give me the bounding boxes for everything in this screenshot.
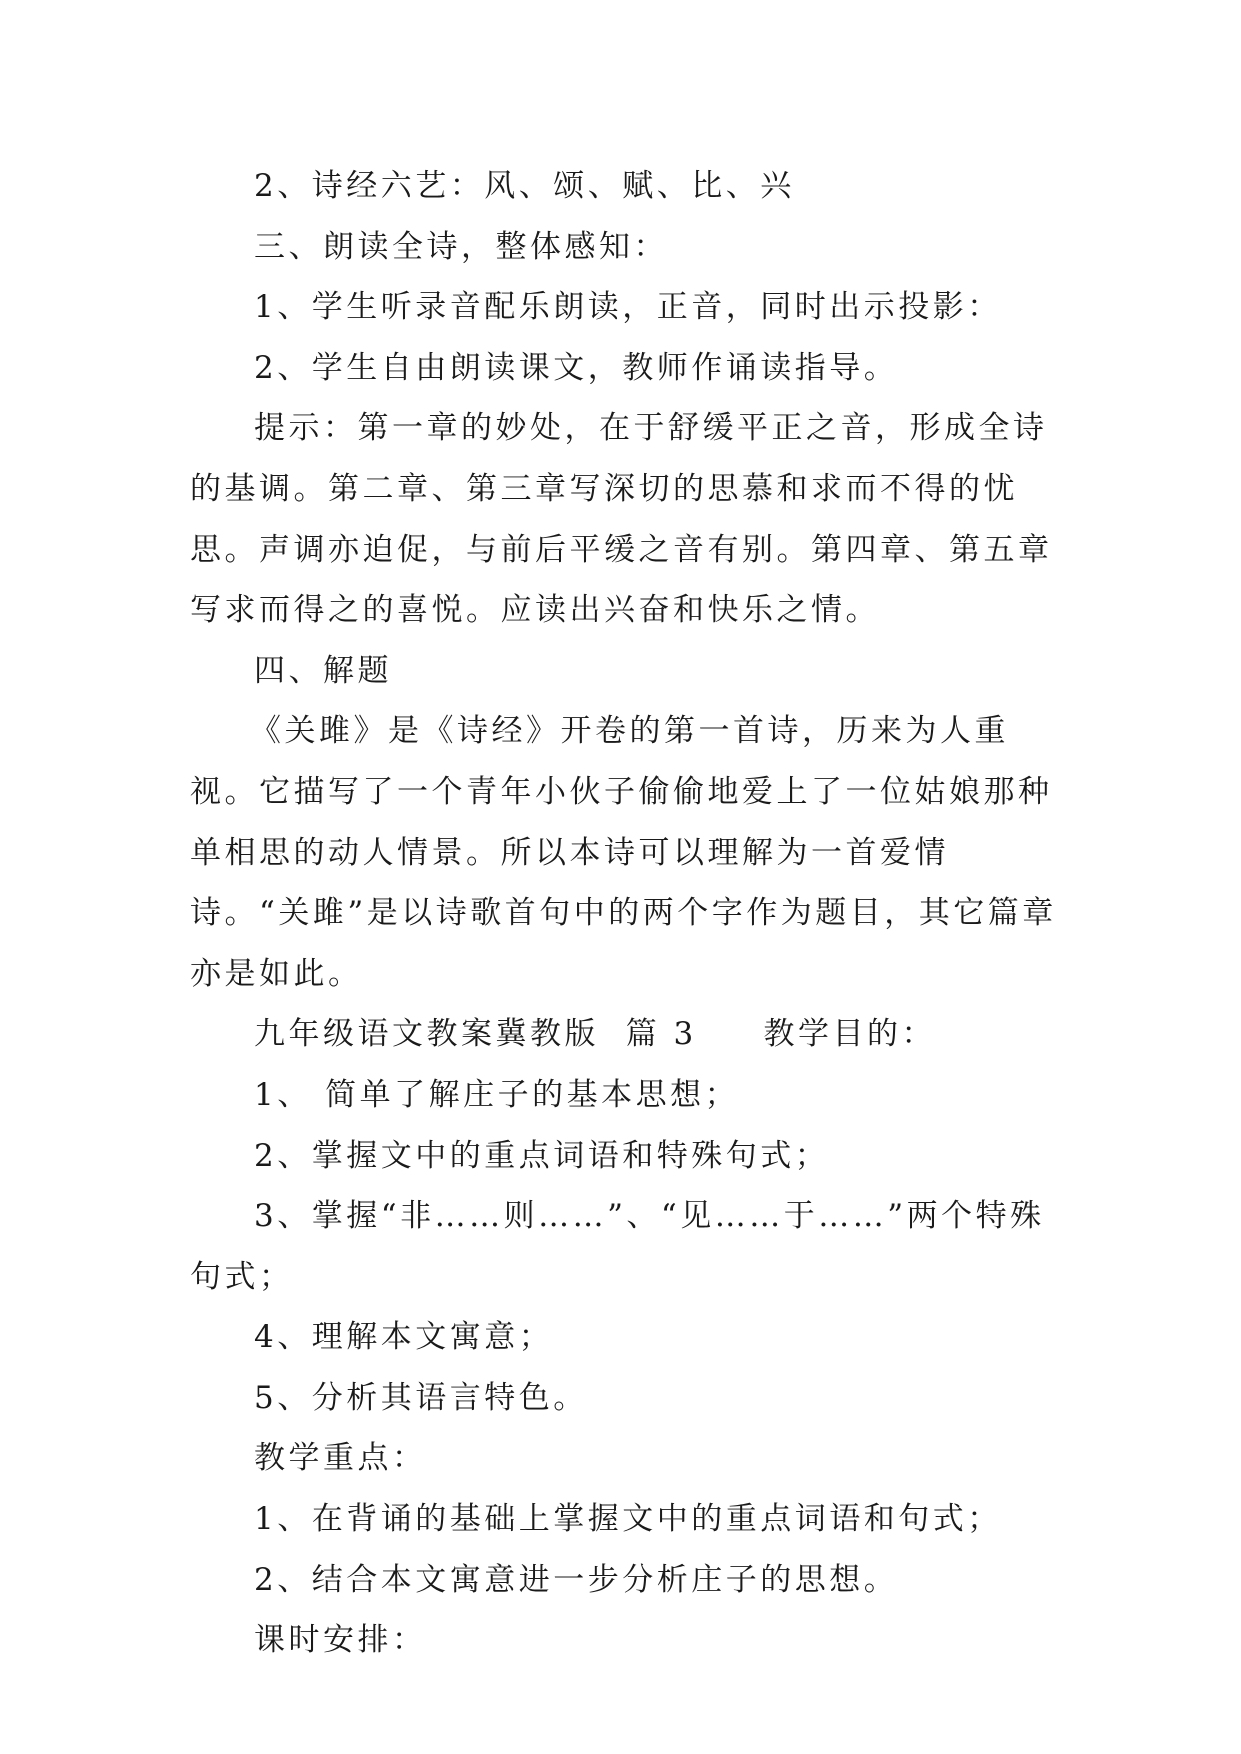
paragraph-1: 2、诗经六艺：风、颂、赋、比、兴 bbox=[254, 168, 795, 204]
paragraph-3: 1、学生听录音配乐朗读，正音，同时出示投影： bbox=[254, 289, 1002, 326]
paragraph-14: 教学重点： bbox=[254, 1440, 427, 1477]
paragraph-2: 三、朗读全诗，整体感知： bbox=[254, 228, 668, 265]
paragraph-11: 3、掌握“非……则……”、“见……于……”两个特殊句式； bbox=[190, 1198, 1045, 1295]
paragraph-17: 课时安排： bbox=[254, 1622, 427, 1659]
paragraph-5: 提示：第一章的妙处，在于舒缓平正之音，形成全诗的基调。第二章、第三章写深切的思慕和求而不得的忧思。声调亦迫促，与前后平缓之音有别。第四章、第五章写求而得之的喜悦。应读出兴奋和快乐之情。 bbox=[190, 410, 1053, 629]
paragraph-12: 4、理解本文寓意； bbox=[254, 1319, 554, 1356]
paragraph-16: 2、结合本文寓意进一步分析庄子的思想。 bbox=[254, 1561, 899, 1598]
paragraph-7: 《关雎》是《诗经》开卷的第一首诗，历来为人重视。它描写了一个青年小伙子偷偷地爱上了一位姑娘那种单相思的动人情景。所以本诗可以理解为一首爱情诗。“关雎”是以诗歌首句中的两个字作为题目，其它篇章亦是如此。 bbox=[190, 713, 1057, 992]
paragraph-15: 1、在背诵的基础上掌握文中的重点词语和句式； bbox=[254, 1501, 1002, 1538]
paragraph-9: 1、 简单了解庄子的基本思想； bbox=[254, 1076, 740, 1113]
paragraph-10: 2、掌握文中的重点词语和特殊句式； bbox=[254, 1137, 830, 1174]
paragraph-6: 四、解题 bbox=[254, 652, 392, 689]
paragraph-8: 九年级语文教案冀教版 篇 3 教学目的： bbox=[254, 1016, 937, 1053]
document-body bbox=[190, 156, 1070, 1671]
paragraph-13: 5、分析其语言特色。 bbox=[254, 1379, 588, 1416]
paragraph-4: 2、学生自由朗读课文，教师作诵读指导。 bbox=[254, 349, 899, 386]
